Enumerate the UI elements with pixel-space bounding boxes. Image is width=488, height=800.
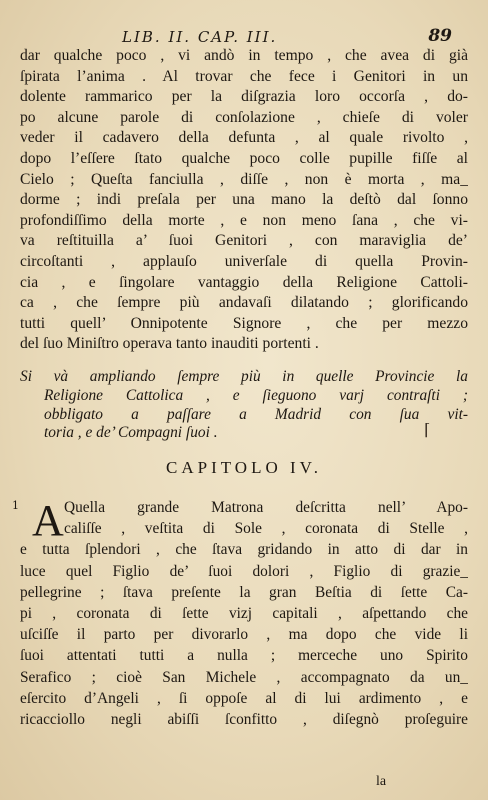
text-line: dar qualche poco , vi andò in tempo , che avea di già <box>20 47 468 64</box>
text-line: po alcune parole di conſolazione , chieſe di voler <box>20 108 468 126</box>
text-line: Cielo ; Queſta fanciulla , diſſe , non è morta , ma_ <box>20 170 468 188</box>
text-line: luce quel Figlio de’ ſuoi dolori , Figlio di grazie_ <box>20 562 468 580</box>
text-line: pellegrine ; ſtava preſente la gran Beſtia di ſette Ca- <box>20 583 468 601</box>
summary-line: toria , e de’ Compagni ſuoi . <box>44 424 218 442</box>
text-line: caliſſe , veſtita di Sole , coronata di Stelle , <box>64 520 468 538</box>
text-line: Serafico ; cioè San Michele , accompagnato da un_ <box>20 668 468 686</box>
text-line: va reſtituilla a’ ſuoi Genitori , con maraviglia de’ <box>20 232 468 250</box>
text-line: cia , e ſingolare vantaggio della Religione Cattoli- <box>20 273 468 291</box>
text-line: eſercito d’Angeli , ſi oppoſe al di lui ardimento , e <box>20 689 468 707</box>
drop-cap: A <box>32 496 64 545</box>
running-head: LIB. II. CAP. III. <box>122 28 278 46</box>
chapter-title: CAPITOLO IV. <box>166 458 322 477</box>
chapter-body <box>20 497 468 730</box>
summary-line: Religione Cattolica , e ſieguono varj contraſti ; <box>44 386 468 404</box>
summary-line: obbligato a paſſare a Madrid con ſua vit- <box>44 405 468 423</box>
summary-line: Si và ampliando ſempre più in quelle Provincie la <box>20 368 468 385</box>
text-line: uſciſſe il parto per divorarlo , ma dopo che vide li <box>20 626 468 644</box>
text-line: pi , coronata di ſette vizj capitali , aſpettando che <box>20 605 468 623</box>
page-number: 89 <box>428 26 452 46</box>
text-line: veder il cadavero della defunta , al quale rivolto , <box>20 129 468 147</box>
text-line: Quella grande Matrona deſcritta nell’ Apo- <box>64 499 468 516</box>
margin-note-mark: 1 <box>12 499 19 512</box>
text-line: e tutta ſplendori , che ſtava gridando in atto di dar in <box>20 541 468 559</box>
chapter-summary <box>20 368 468 443</box>
text-line: ſpirata l’anima . Al trovar che fece i Genitori in un <box>20 67 468 85</box>
text-line: ſuoi attentati tutti a nulla ; merceche uno Spirito <box>20 647 468 665</box>
text-line: tutti quell’ Onnipotente Signore , che per mezzo <box>20 314 468 332</box>
text-line: ricacciollo negli abiſſi ſconfitto , diſegnò proſeguire <box>20 711 468 729</box>
text-line: del ſuo Miniſtro operava tanto inauditi portenti . <box>20 335 319 353</box>
text-line: dolente rammarico per la diſgrazia loro occorſa , do- <box>20 88 468 106</box>
margin-bracket-mark: ⌈ <box>424 420 431 439</box>
catchword: la <box>376 774 387 789</box>
text-line: ca , che ſempre più andavaſi dilatando ; glorificando <box>20 294 468 312</box>
body-paragraph <box>20 46 468 355</box>
text-line: dorme ; indi preſala per una mano la deſtò dal ſonno <box>20 191 468 209</box>
text-line: dopo l’eſſere ſtato qualche poco colle pupille fiſſe al <box>20 149 468 167</box>
text-line: profondiſſimo della morte , e non meno ſana , che vi- <box>20 211 468 229</box>
text-line: circoſtanti , applauſo univerſale di quella Provin- <box>20 252 468 270</box>
